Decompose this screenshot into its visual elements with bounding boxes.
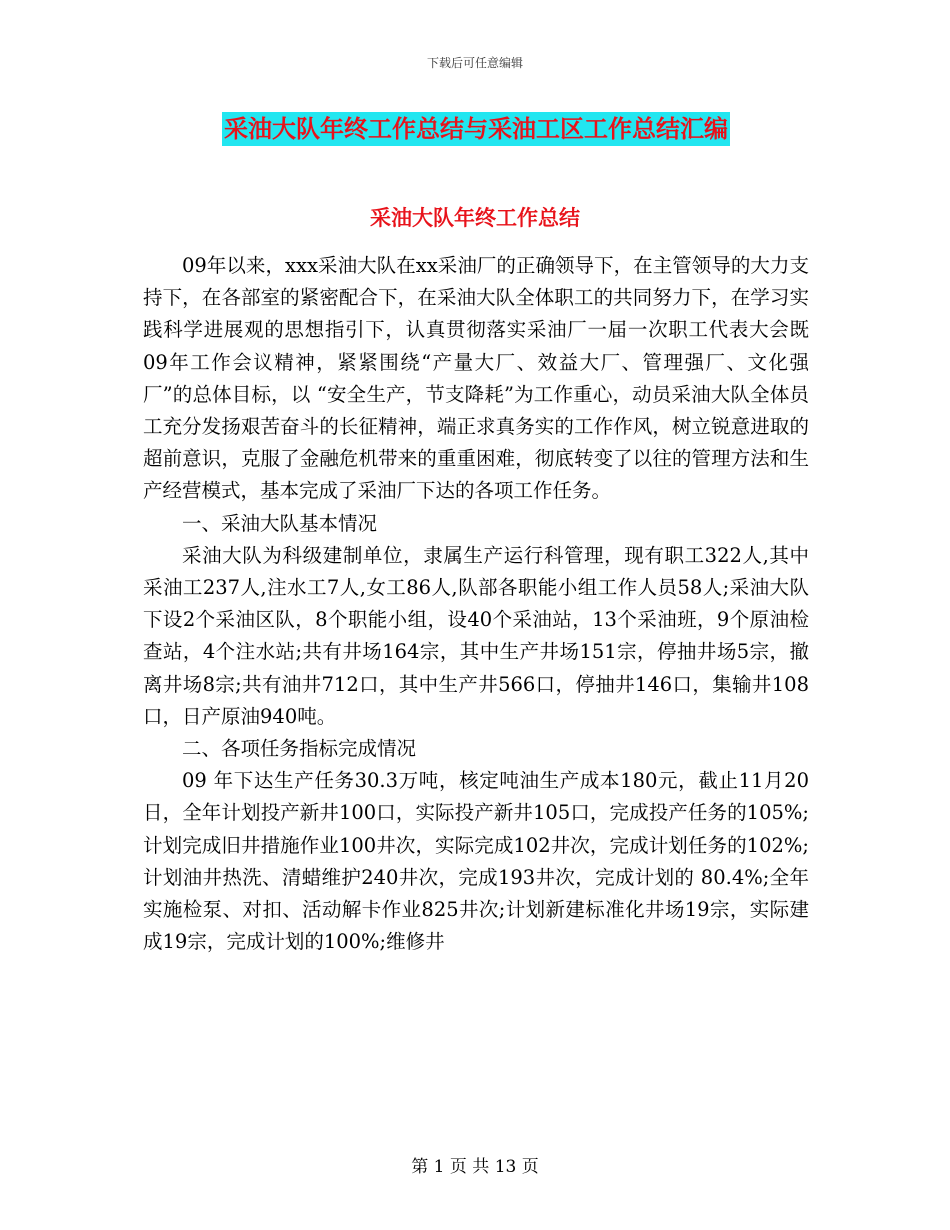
header-note: 下载后可任意编辑 xyxy=(426,56,523,70)
paragraph-intro: 09年以来，xxx采油大队在xx采油厂的正确领导下，在主管领导的大力支持下，在各部室的紧密配合下，在采油大队全体职工的共同努力下，在学习实践科学进展观的思想指引下，认真贯彻落实采油厂一届一次职工代表大会既09年工作会议精神，紧紧围绕“产量大厂、效益大厂、管理强厂、文化强厂”的总体目标，以 “安全生产，节支降耗”为工作重心，动员采油大队全体员工充分发扬艰苦奋斗的长征精神，端正求真务实的工作作风，树立锐意进取的超前意识，克服了金融危机带来的重重困难，彻底转变了以往的管理方法和生产经营模式，基本完成了采油厂下达的各项工作任务。 xyxy=(143,254,809,503)
document-body xyxy=(143,250,809,958)
paragraph-basic-info: 采油大队为科级建制单位，隶属生产运行科管理，现有职工322人,其中采油工237人,注水工7人,女工86人,队部各职能小组工作人员58人;采油大队下设2个采油区队，8个职能小组，设40个采油站，13个采油班，9个原油检查站，4个注水站;共有井场164宗，其中生产井场151宗，停抽井场5宗，撤离井场8宗;共有油井712口，其中生产井566口，停抽井146口，集输井108口，日产原油940吨。 xyxy=(143,543,809,728)
page-footer: 第 1 页 共 13 页 xyxy=(411,1157,539,1177)
section-heading-basic-info: 一、采油大队基本情况 xyxy=(182,511,378,535)
section-title: 采油大队年终工作总结 xyxy=(370,206,580,230)
section-heading-task-completion: 二、各项任务指标完成情况 xyxy=(182,737,417,761)
paragraph-task-completion: 09 年下达生产任务30.3万吨，核定吨油生产成本180元，截止11月20日，全年计划投产新井100口，实际投产新井105口，完成投产任务的105%;计划完成旧井措施作业100井次，实际完成102井次，完成计划任务的102%;计划油井热洗、清蜡维护240井次，完成193井次，完成计划的 80.4%;全年实施检泵、对扣、活动解卡作业825井次;计划新建标准化井场19宗，实际建成19宗，完成计划的100%;维修井 xyxy=(143,769,809,954)
document-title: 采油大队年终工作总结与采油工区工作总结汇编 xyxy=(222,112,730,146)
